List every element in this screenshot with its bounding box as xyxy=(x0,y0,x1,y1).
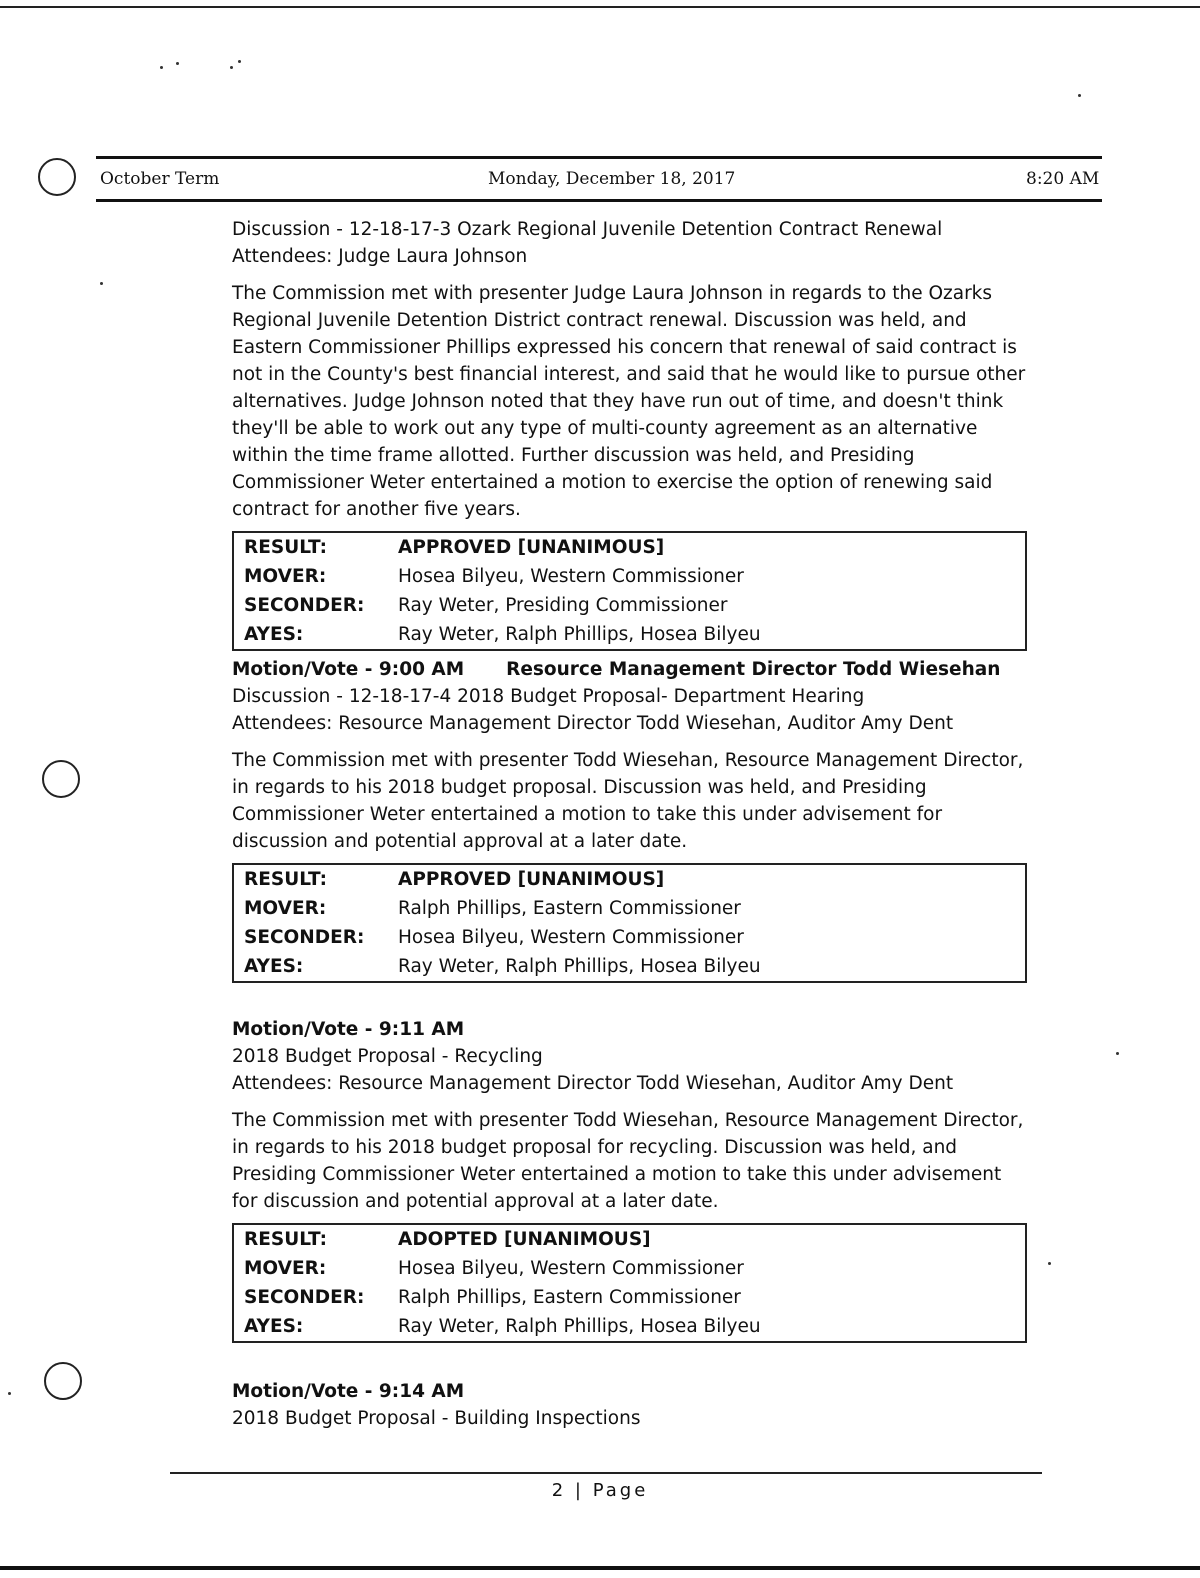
binder-hole-icon xyxy=(42,760,80,798)
motion-time: 9:11 AM xyxy=(378,1019,465,1040)
motion-prefix: Motion/Vote - xyxy=(232,659,379,680)
vote-label: AYES: xyxy=(244,956,304,977)
attendees: Attendees: Resource Management Director Todd Wiesehan, Auditor Amy Dent xyxy=(232,1073,954,1094)
vote-row-result xyxy=(233,1224,1026,1254)
vote-label: RESULT: xyxy=(244,869,327,890)
vote-label: SECONDER: xyxy=(244,595,365,616)
discussion-title: Discussion - 12-18-17-3 Ozark Regional Juvenile Detention Contract Renewal xyxy=(232,219,943,240)
scan-speck xyxy=(1116,1052,1119,1055)
vote-ayes: Ray Weter, Ralph Phillips, Hosea Bilyeu xyxy=(398,956,761,977)
scan-speck xyxy=(160,66,163,69)
vote-row-result xyxy=(233,532,1026,562)
scan-speck xyxy=(1048,1262,1051,1265)
vote-label: AYES: xyxy=(244,1316,304,1337)
vote-ayes: Ray Weter, Ralph Phillips, Hosea Bilyeu xyxy=(398,624,761,645)
scan-speck xyxy=(100,282,103,285)
vote-mover: Ralph Phillips, Eastern Commissioner xyxy=(398,898,741,919)
vote-result: ADOPTED [UNANIMOUS] xyxy=(398,1229,651,1250)
vote-row-seconder xyxy=(233,1283,1026,1312)
vote-row-mover xyxy=(233,894,1026,923)
vote-ayes: Ray Weter, Ralph Phillips, Hosea Bilyeu xyxy=(398,1316,761,1337)
discussion-title: 2018 Budget Proposal - Building Inspections xyxy=(232,1408,641,1429)
vote-row-mover xyxy=(233,562,1026,591)
vote-mover: Hosea Bilyeu, Western Commissioner xyxy=(398,1258,744,1279)
agenda-item xyxy=(232,1378,1032,1432)
scan-speck xyxy=(176,62,179,65)
motion-heading xyxy=(232,656,1032,683)
vote-row-seconder xyxy=(233,591,1026,620)
agenda-item xyxy=(232,656,1032,983)
vote-label: MOVER: xyxy=(244,1258,327,1279)
binder-hole-icon xyxy=(38,158,76,196)
discussion-body: The Commission met with presenter Judge Laura Johnson in regards to the Ozarks Regional Juvenile Detention District contract renewal. Discussion was held, and Eastern Commissioner Phillips expressed his concern that renewal of said contract is not in the County's best financial interest, and said that he would like to pursue other alternatives. Judge Johnson noted that they have run out of time, and doesn't think they'll be able to work out any type of multi-county agreement as an alternative within the time frame allotted. Further discussion was held, and Presiding Commissioner Weter entertained a motion to exercise the option of renewing said contract for another five years. xyxy=(232,283,1026,520)
header-rule-bottom xyxy=(96,199,1102,202)
scan-speck xyxy=(1078,94,1081,97)
discussion-title: 2018 Budget Proposal - Recycling xyxy=(232,1046,543,1067)
motion-heading xyxy=(232,1016,1032,1043)
discussion-body: The Commission met with presenter Todd Wiesehan, Resource Management Director, in regards to his 2018 budget proposal for recycling. Discussion was held, and Presiding Commissioner Weter entertained a motion to take this under advisement for discussion and potential approval at a later date. xyxy=(232,1110,1024,1212)
vote-row-ayes xyxy=(233,620,1026,650)
vote-label: MOVER: xyxy=(244,566,327,587)
binder-hole-icon xyxy=(44,1362,82,1400)
motion-title: Resource Management Director Todd Wiesehan xyxy=(506,659,1001,680)
header-rule-top xyxy=(96,156,1102,159)
discussion-body: The Commission met with presenter Todd Wiesehan, Resource Management Director, in regards to his 2018 budget proposal. Discussion was held, and Presiding Commissioner Weter entertained a motion to take this under advisement for discussion and potential approval at a later date. xyxy=(232,750,1024,852)
scan-edge-top xyxy=(0,6,1200,8)
vote-label: RESULT: xyxy=(244,537,327,558)
vote-result: APPROVED [UNANIMOUS] xyxy=(398,869,665,890)
agenda-item xyxy=(232,216,1032,651)
footer-rule xyxy=(170,1472,1042,1474)
vote-label: MOVER: xyxy=(244,898,327,919)
vote-table xyxy=(232,531,1027,651)
vote-seconder: Hosea Bilyeu, Western Commissioner xyxy=(398,927,744,948)
page-word: Page xyxy=(592,1480,649,1501)
discussion-title: Discussion - 12-18-17-4 2018 Budget Proposal- Department Hearing xyxy=(232,686,865,707)
vote-row-result xyxy=(233,864,1026,894)
vote-row-ayes xyxy=(233,952,1026,982)
motion-time: 9:14 AM xyxy=(378,1381,465,1402)
vote-result: APPROVED [UNANIMOUS] xyxy=(398,537,665,558)
page-footer xyxy=(0,1480,1200,1501)
vote-label: SECONDER: xyxy=(244,1287,365,1308)
header-time: 8:20 AM xyxy=(1026,169,1100,189)
motion-time: 9:00 AM xyxy=(378,659,465,680)
header-term: October Term xyxy=(100,169,220,189)
vote-seconder: Ralph Phillips, Eastern Commissioner xyxy=(398,1287,741,1308)
vote-table xyxy=(232,863,1027,983)
motion-prefix: Motion/Vote - xyxy=(232,1019,379,1040)
attendees: Attendees: Judge Laura Johnson xyxy=(232,246,528,267)
vote-label: AYES: xyxy=(244,624,304,645)
scan-speck xyxy=(8,1392,11,1395)
vote-row-seconder xyxy=(233,923,1026,952)
vote-seconder: Ray Weter, Presiding Commissioner xyxy=(398,595,728,616)
motion-prefix: Motion/Vote - xyxy=(232,1381,379,1402)
agenda-item xyxy=(232,1016,1032,1343)
vote-label: SECONDER: xyxy=(244,927,365,948)
attendees: Attendees: Resource Management Director Todd Wiesehan, Auditor Amy Dent xyxy=(232,713,954,734)
scan-edge-bottom xyxy=(0,1566,1200,1570)
vote-mover: Hosea Bilyeu, Western Commissioner xyxy=(398,566,744,587)
scan-speck xyxy=(230,66,233,69)
vote-table xyxy=(232,1223,1027,1343)
motion-heading xyxy=(232,1378,1032,1405)
scan-speck xyxy=(238,60,241,63)
vote-row-mover xyxy=(233,1254,1026,1283)
vote-row-ayes xyxy=(233,1312,1026,1342)
page-separator: | xyxy=(574,1480,584,1501)
vote-label: RESULT: xyxy=(244,1229,327,1250)
page-number: 2 xyxy=(551,1480,567,1501)
header-date: Monday, December 18, 2017 xyxy=(488,169,736,189)
